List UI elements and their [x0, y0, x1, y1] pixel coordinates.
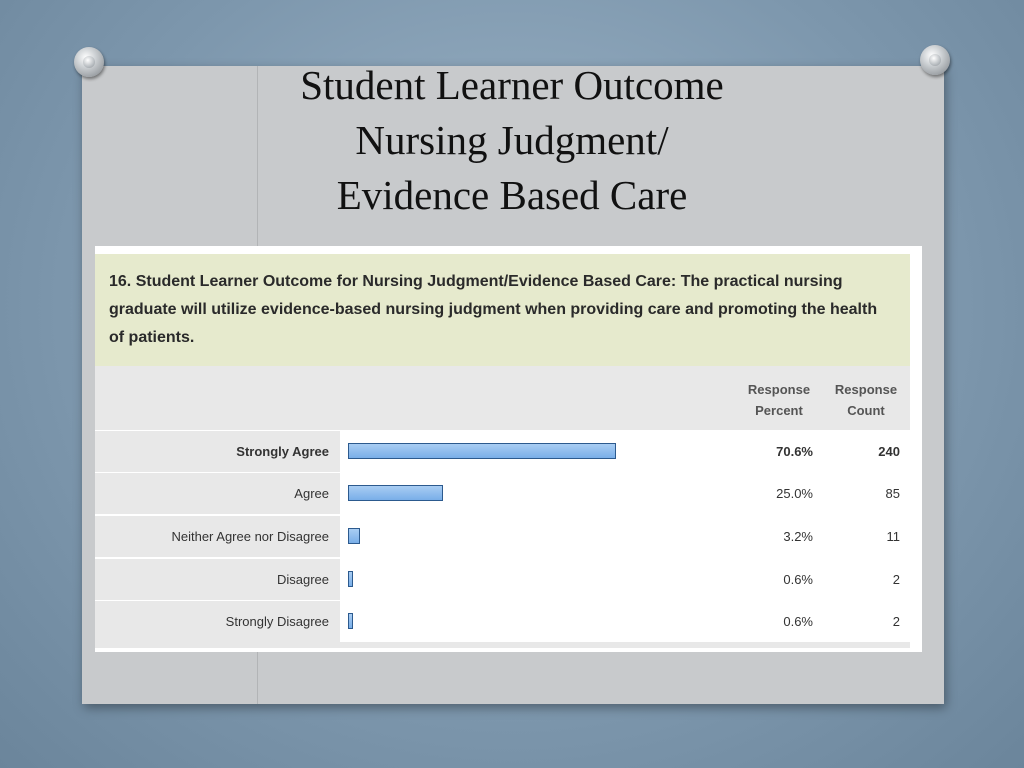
response-percent: 25.0% [776, 486, 813, 501]
response-bar [348, 528, 360, 544]
slide-title-line: Evidence Based Care [336, 172, 688, 218]
response-count: 11 [886, 529, 900, 544]
response-percent-header [739, 379, 819, 421]
count-cell [823, 559, 910, 600]
response-count: 85 [885, 486, 900, 501]
table-row [95, 601, 910, 642]
bar-cell [340, 559, 735, 600]
table-row [95, 431, 910, 472]
bar-cell [340, 601, 735, 642]
category-label: Neither Agree nor Disagree [171, 529, 329, 544]
category-label: Strongly Disagree [225, 614, 329, 629]
response-bar [348, 443, 616, 459]
table-row [95, 559, 910, 600]
question-text: 16. Student Learner Outcome for Nursing Judgment/Evidence Based Care: The practical nursing graduate will utilize evidence-based nursing judgment when providing care and promoting the health of patients. [109, 273, 878, 346]
header-text: Response [747, 382, 811, 397]
survey-results-panel [95, 246, 922, 652]
response-percent: 0.6% [783, 572, 813, 587]
header-text: Percent [755, 403, 803, 418]
header-text: Response [834, 382, 898, 397]
response-bar [348, 613, 353, 629]
slide-title-line: Student Learner Outcome [300, 62, 724, 108]
count-cell [823, 601, 910, 642]
pushpin-icon [74, 47, 104, 77]
percent-cell [735, 559, 823, 600]
response-count: 2 [892, 572, 900, 587]
slide-title [200, 58, 824, 223]
question-header [95, 254, 910, 366]
slide-title-line: Nursing Judgment/ [355, 117, 669, 163]
count-cell [823, 473, 910, 514]
count-cell [823, 516, 910, 557]
count-cell [823, 431, 910, 472]
table-row [95, 473, 910, 514]
category-label: Strongly Agree [236, 444, 329, 459]
bar-cell [340, 431, 735, 472]
bar-cell [340, 473, 735, 514]
table-footer [95, 642, 910, 648]
header-text: Count [847, 403, 885, 418]
bar-cell [340, 516, 735, 557]
response-percent: 3.2% [783, 529, 813, 544]
response-count: 240 [878, 444, 900, 459]
column-header-row [95, 366, 910, 430]
percent-cell [735, 601, 823, 642]
percent-cell [735, 431, 823, 472]
percent-cell [735, 516, 823, 557]
table-row [95, 516, 910, 557]
response-percent: 0.6% [783, 614, 813, 629]
response-bar [348, 571, 353, 587]
pushpin-icon [920, 45, 950, 75]
response-percent: 70.6% [776, 444, 813, 459]
response-count: 2 [892, 614, 900, 629]
response-bar [348, 485, 443, 501]
category-label: Agree [294, 486, 329, 501]
percent-cell [735, 473, 823, 514]
response-count-header [826, 379, 906, 421]
category-label: Disagree [276, 572, 329, 587]
